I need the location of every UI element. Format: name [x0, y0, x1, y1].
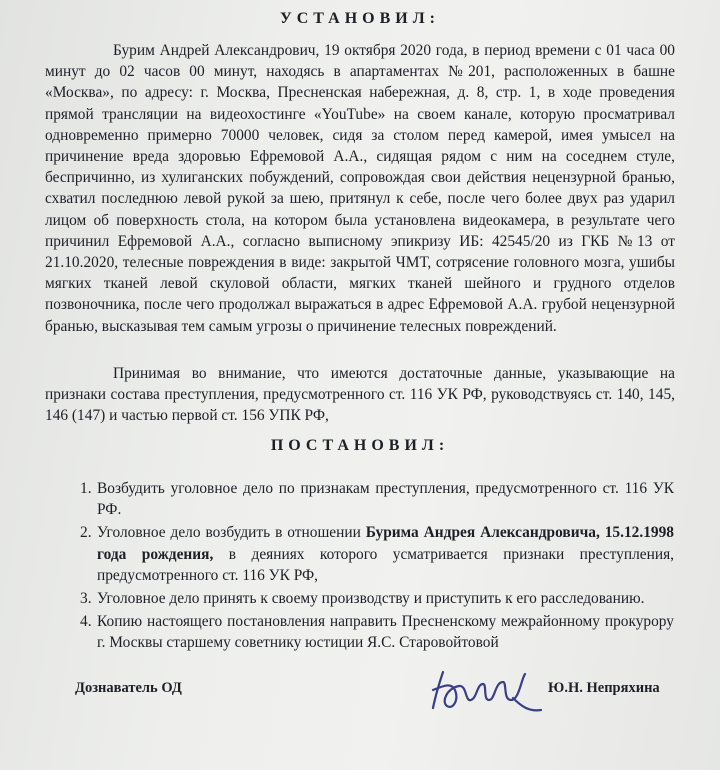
item-text: Уголовное дело возбудить в отношении: [97, 524, 366, 542]
resolution-item-3: [74, 588, 674, 609]
heading-resolved: ПОСТАНОВИЛ:: [270, 437, 450, 454]
item-number: 3.: [80, 590, 92, 608]
item-text: Уголовное дело принять к своему производству и приступить к его расследованию.: [97, 590, 645, 608]
signer-position: Дознаватель ОД: [75, 680, 182, 696]
resolution-item-2: [74, 522, 674, 586]
signer-name: Ю.Н. Непряхина: [548, 680, 660, 696]
accused-name: Бурима Андрея Александровича, 15.12.1998 года рождения,: [97, 524, 674, 563]
item-text: Возбудить уголовное дело по признакам преступления, предусмотренного ст. 116 УК РФ.: [97, 480, 674, 519]
resolution-item-4: [74, 611, 674, 653]
item-number: 1.: [80, 480, 92, 497]
heading-established: УСТАНОВИЛ:: [280, 10, 440, 27]
item-number: 4.: [80, 613, 92, 631]
paragraph-grounds: Принимая во внимание, что имеются достаточные данные, указывающие на признаки состава преступления, предусмотренного ст. 116 УК РФ, руководствуясь ст. 140, 145, 146 (147) и частью первой ст. 156 УПК РФ,: [45, 365, 675, 425]
item-text: Копию настоящего постановления направить Пресненскому межрайонному прокурору г. Москвы старшему советнику юстиции Я.С. Старовойтовой: [97, 613, 674, 652]
item-text: в деяниях которого усматривается признаки преступления, предусмотренного ст. 116 УК РФ,: [97, 545, 675, 584]
resolution-item-1: [74, 478, 674, 520]
item-number: 2.: [80, 524, 92, 542]
paragraph-facts: Бурим Андрей Александрович, 19 октября 2020 года, в период времени с 01 часа 00 минут до 02 часов 00 минут, находясь в апартаментах №201, расположенных в башне «Москва», по адресу: г. Москва, Пресненская набережная, д. 8, стр. 1, в ходе проведения прямой трансляции на видеохостинге «YouTube» на своем канале, которую просматривал одновременно примерно 70000 человек, сидя за столом перед камерой, имея умысел на причинение вреда здоровью Ефремовой А.А., сидящая рядом с ним на соседнем стуле, беспричинно, из хулиганских побуждений, сопровождая свои действия нецензурной бранью, схватил последнюю левой рукой за шею, притянул к себе, после чего более двух раз ударил лицом об поверхность стола, на котором была установлена видеокамера, в результате чего причинил Ефремовой А.А., согласно выписному эпикризу ИБ: 42545/20 из ГКБ №13 от 21.10.2020, телесные повреждения в виде: закрытой ЧМТ, сотрясение головного мозга, ушибы мягких тканей левой скуловой области, мягких тканей шейного и грудного отделов позвоночника, после чего продолжал выражаться в адрес Ефремовой А.А. грубой нецензурной бранью, высказывая тем самым угрозы о причинение телесных повреждений.: [45, 42, 675, 335]
handwritten-signature: [425, 660, 555, 720]
resolution-list: [74, 478, 674, 656]
